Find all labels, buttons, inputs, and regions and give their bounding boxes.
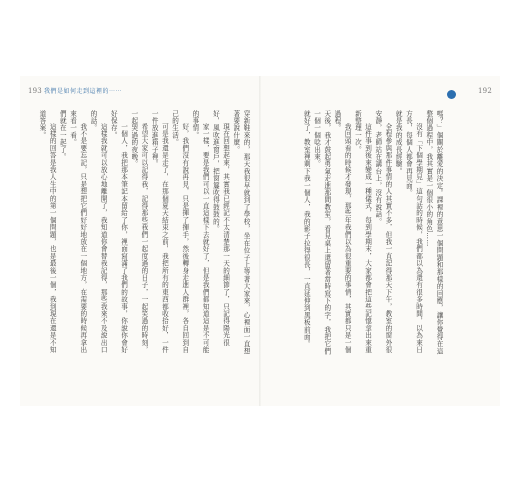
paragraph: 這樣的回答是我人生中的第一個問題，也是最後一個，我到現在還是不知道答案。: [37, 110, 57, 354]
paragraph: 希望大家可以記得我，記得那些我們一起度過的日子，一起笑過的時刻，一起哭過的夜晚。: [129, 110, 148, 354]
paragraph: 沒有「下個學期見」這句話的時候，我們都以為還有很多時間，以為來日方長，每個人都會再見面。: [404, 110, 423, 354]
section-marker-icon: [447, 90, 456, 99]
paragraph: 這樣我就可以放心地離開了，我知道你會替我記得，那些我來不及說出口的話。: [88, 110, 108, 354]
paragraph: 現在回想起來，其實我已經記不太清楚那一天的細節了，只記得陽光很好，風吹進窗戶，把窗簾吹得鼓鼓的。: [211, 110, 230, 347]
right-page-body: [284, 110, 444, 360]
right-page-number: 192: [478, 87, 492, 95]
left-page-number: 193: [28, 87, 42, 95]
paragraph: 就好了，教室裡剩下我一個人，我的影子拉得很長，一直延伸到黑板前面。: [302, 110, 311, 348]
paragraph: 嗎？」個關於離愛的決定。課裡的意思一個問題和那樣的回應，讓你覺得在這整個過程中，我其實是一個很小的角色……: [424, 110, 443, 355]
right-page: [261, 76, 500, 406]
paragraph: 我不是要忘記，只是想把它們好好地放在一個地方，在需要的時候再拿出來看一看。: [68, 110, 87, 354]
paragraph: 們就在一起了。: [58, 110, 67, 161]
paragraph: 就是我的成長經驗。: [394, 110, 403, 175]
paragraph: 可是我還是走了，在那個夏天結束之前，我把所有的東西都收拾好，一件一件放進箱子裡。: [150, 110, 169, 354]
paragraph: 天後，我才鼓起勇氣走進那間教室，看見桌上還留著當時寫下的字，我把它們一個一個唸出來。: [312, 110, 331, 355]
paragraph: 這件事到後來變成一種儀式，每到學期末，大家都會把這些記憶拿出來重新整理一次。: [353, 110, 372, 354]
paragraph: 我回頭看的時候才發現，那些年我們以為很重要的事情，其實都只是一個過程。: [332, 110, 352, 354]
paragraph: 家一樣，要是我們可以一直這樣下去就好了，但是我們都知道這是不可能的事情。: [190, 110, 210, 354]
running-head: 我們是如何走到這裡的⋯⋯: [44, 88, 123, 95]
paragraph: 好，我們沒有說再見，只是揮了揮手，然後轉身走進人群裡，各自回到自己的生活。: [170, 110, 189, 354]
left-page: [20, 76, 259, 406]
paragraph: 全程參與那件事情的人其實不多，但我一直記得那天下午，教室的窗外很安靜，老師站在講台上，沒有說話。: [373, 110, 392, 354]
book-spread: [20, 76, 500, 406]
paragraph: 一個人，我把那本筆記本留給了你，裡面寫滿了我們的故事，你說你會好好保存。: [109, 110, 128, 354]
left-page-body: [37, 110, 251, 360]
paragraph: 穿新鞋來的，那天我很早就到了學校，坐在位子上等著大家來，心裡面一直想著要說什麼。: [231, 110, 250, 355]
